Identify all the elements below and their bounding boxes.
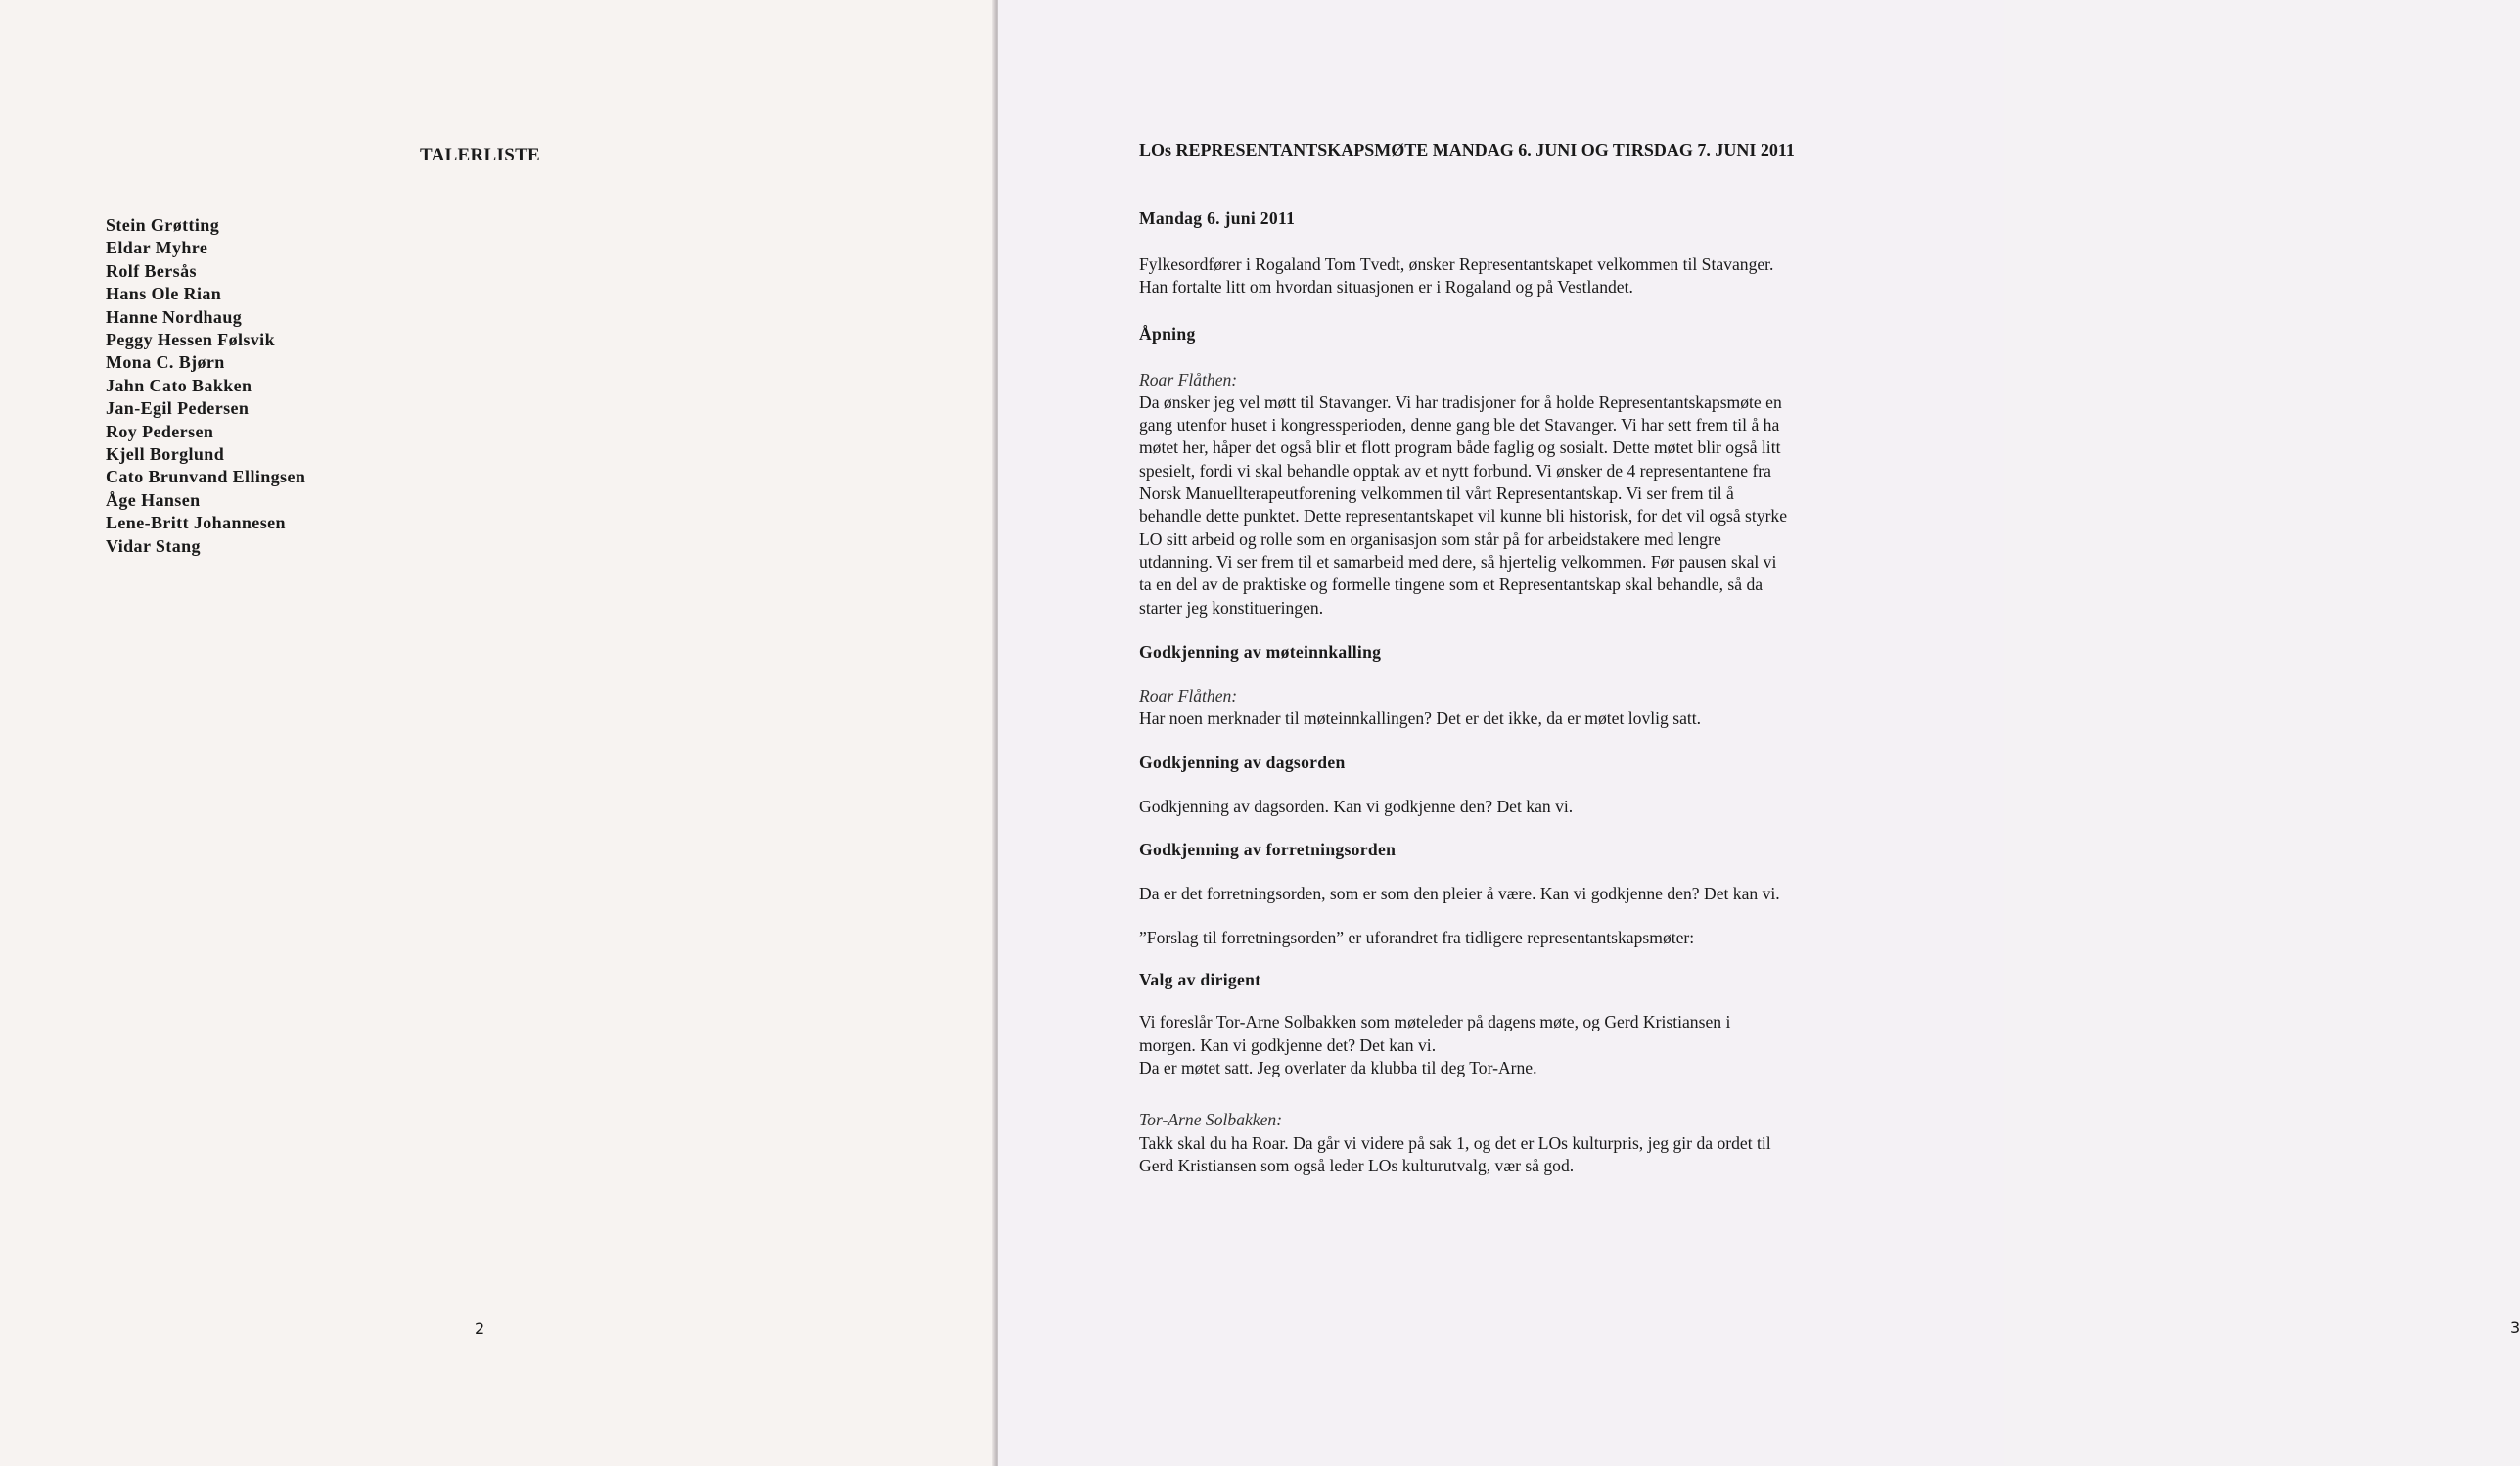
speaker-name: Eldar Myhre	[106, 238, 208, 258]
page-number-left: 2	[475, 1319, 485, 1338]
date-heading: Mandag 6. juni 2011	[1139, 208, 1296, 228]
text-line: Da er det forretningsorden, som er som den pleier å være. Kan vi godkjenne den? Det kan vi.	[1139, 883, 1780, 903]
text-line: Gerd Kristiansen som også leder LOs kulturutvalg, vær så god.	[1139, 1155, 1575, 1175]
intro-line: Han fortalte litt om hvordan situasjonen er i Rogaland og på Vestlandet.	[1139, 277, 1633, 298]
speaker-list	[106, 214, 305, 558]
speaker-name: Rolf Bersås	[106, 260, 197, 281]
document-title: LOs REPRESENTANTSKAPSMØTE MANDAG 6. JUNI OG TIRSDAG 7. JUNI 2011	[1139, 140, 1795, 160]
minutes-content	[1139, 140, 1895, 1177]
talerliste-title: TALERLISTE	[420, 145, 541, 165]
speaker-name: Cato Brunvand Ellingsen	[106, 467, 306, 487]
speaker-name: Kjell Borglund	[106, 444, 225, 465]
section-heading-forretningsorden: Godkjenning av forretningsorden	[1139, 839, 1397, 859]
text-line: Godkjenning av dagsorden. Kan vi godkjenne den? Det kan vi.	[1139, 797, 1574, 817]
text-line: Da er møtet satt. Jeg overlater da klubba til deg Tor-Arne.	[1139, 1057, 1537, 1077]
text-line: møtet her, håper det også blir et flott program både faglig og sosialt. Dette møtet blir også litt	[1139, 437, 1781, 458]
text-line: behandle dette punktet. Dette representantskapet vil kunne bli historisk, for det vil også styrke	[1139, 506, 1788, 527]
text-line: ”Forslag til forretningsorden” er uforandret fra tidligere representantskapsmøter:	[1139, 928, 1695, 948]
speaker-name: Lene-Britt Johannesen	[106, 513, 286, 533]
text-line: Vi foreslår Tor-Arne Solbakken som møteleder på dagens møte, og Gerd Kristiansen i	[1139, 1012, 1731, 1032]
speaker-name: Roy Pedersen	[106, 421, 214, 441]
text-line: LO sitt arbeid og rolle som en organisasjon som står på for arbeidstakere med lengre	[1139, 528, 1721, 549]
speaker-name: Mona C. Bjørn	[106, 352, 225, 373]
text-line: Takk skal du ha Roar. Da går vi videre på sak 1, og det er LOs kulturpris, jeg gir da ordet til	[1139, 1132, 1771, 1153]
section-heading-dagsorden: Godkjenning av dagsorden	[1139, 753, 1346, 773]
text-line: spesielt, fordi vi skal behandle opptak av et nytt forbund. Vi ønsker de 4 representantene fra	[1139, 460, 1771, 481]
speaker-label: Tor-Arne Solbakken:	[1139, 1110, 1283, 1130]
speaker-name: Jahn Cato Bakken	[106, 375, 252, 395]
text-line: gang utenfor huset i kongressperioden, denne gang ble det Stavanger. Vi har sett frem til å ha	[1139, 415, 1780, 435]
speaker-name: Jan-Egil Pedersen	[106, 398, 250, 419]
speaker-label: Roar Flåthen:	[1139, 685, 1238, 706]
text-line: utdanning. Vi ser frem til et samarbeid med dere, så hjertelig velkommen. Før pausen skal vi	[1139, 551, 1777, 572]
speaker-name: Vidar Stang	[106, 535, 201, 556]
speaker-name: Stein Grøtting	[106, 215, 220, 235]
intro-line: Fylkesordfører i Rogaland Tom Tvedt, ønsker Representantskapet velkommen til Stavanger.	[1139, 254, 1774, 274]
speaker-label: Roar Flåthen:	[1139, 369, 1238, 389]
page-number-right: 3	[2510, 1318, 2520, 1337]
speaker-name: Hans Ole Rian	[106, 284, 222, 304]
left-page	[0, 0, 996, 1466]
section-heading-dirigent: Valg av dirigent	[1139, 970, 1261, 990]
section-heading-innkalling: Godkjenning av møteinnkalling	[1139, 641, 1382, 662]
speaker-name: Peggy Hessen Følsvik	[106, 330, 275, 350]
text-line: Norsk Manuellterapeutforening velkommen til vårt Representantskap. Vi ser frem til å	[1139, 483, 1734, 504]
text-line: starter jeg konstitueringen.	[1139, 597, 1324, 618]
speaker-name: Hanne Nordhaug	[106, 306, 243, 327]
text-line: Da ønsker jeg vel møtt til Stavanger. Vi har tradisjoner for å holde Representantskapsmøte en	[1139, 391, 1782, 412]
text-line: ta en del av de praktiske og formelle tingene som et Representantskap skal behandle, så da	[1139, 574, 1764, 595]
section-heading-apning: Åpning	[1139, 323, 1196, 344]
text-line: Har noen merknader til møteinnkallingen? Det er det ikke, da er møtet lovlig satt.	[1139, 709, 1702, 729]
speaker-name: Åge Hansen	[106, 489, 201, 510]
text-line: morgen. Kan vi godkjenne det? Det kan vi.	[1139, 1034, 1437, 1055]
